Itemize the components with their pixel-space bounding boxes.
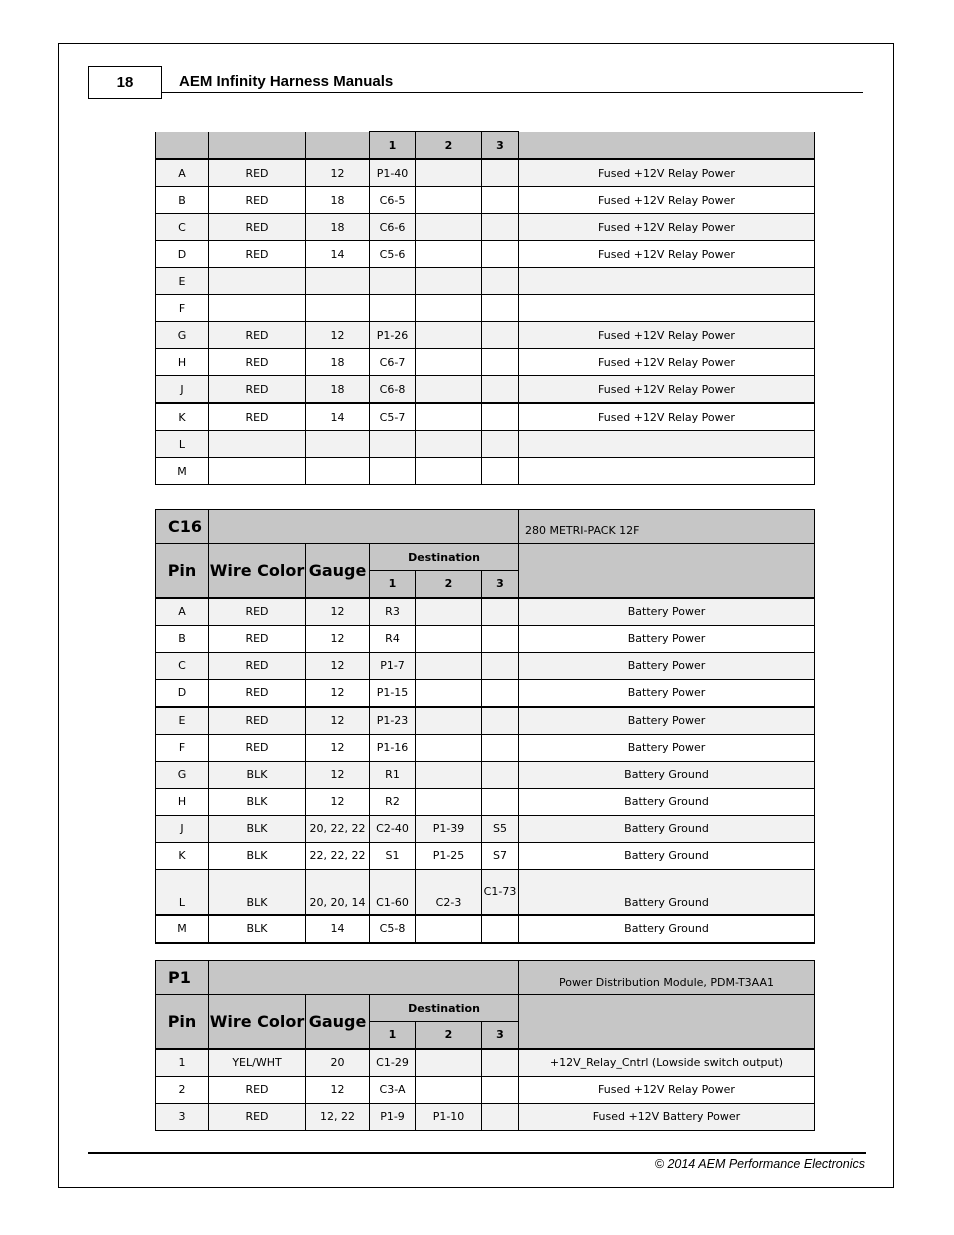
pin-cell: L [156, 431, 209, 458]
gauge-cell: 20, 22, 22 [306, 815, 370, 842]
wire-color-header: Wire Color [209, 995, 306, 1049]
description-cell: Battery Ground [519, 869, 815, 915]
table-row [156, 734, 815, 761]
gauge-header: Gauge [306, 995, 370, 1049]
destination-3-cell [482, 403, 519, 431]
gauge-cell: 18 [306, 376, 370, 404]
destination-3-cell [482, 322, 519, 349]
destination-1-cell: C5-6 [370, 241, 416, 268]
table-row [156, 915, 815, 943]
destination-1-cell: C1-29 [370, 1049, 416, 1077]
destination-2-header: 2 [416, 1022, 482, 1049]
wire-color-cell: RED [209, 1076, 306, 1103]
destination-3-cell [482, 214, 519, 241]
header-cell [306, 132, 370, 160]
connector-table-p1 [155, 960, 815, 1131]
description-cell: +12V_Relay_Cntrl (Lowside switch output) [519, 1049, 815, 1077]
wire-color-cell: RED [209, 187, 306, 214]
description-cell [519, 268, 815, 295]
pin-cell: M [156, 915, 209, 943]
description-cell: Fused +12V Battery Power [519, 1103, 815, 1130]
table-row [156, 1049, 815, 1077]
gauge-cell: 18 [306, 214, 370, 241]
copyright: © 2014 AEM Performance Electronics [654, 1157, 865, 1171]
description-cell: Fused +12V Relay Power [519, 159, 815, 187]
description-cell: Battery Ground [519, 815, 815, 842]
header-cell [156, 132, 209, 160]
table-row [156, 869, 815, 915]
table-row [156, 376, 815, 404]
destination-3-cell [482, 295, 519, 322]
destination-2-cell [416, 295, 482, 322]
destination-1-cell: C6-8 [370, 376, 416, 404]
table-row [156, 431, 815, 458]
destination-2-cell [416, 322, 482, 349]
destination-1-cell: C3-A [370, 1076, 416, 1103]
connector-description: 280 METRI-PACK 12F [519, 510, 815, 544]
table-row [156, 652, 815, 679]
gauge-cell: 18 [306, 349, 370, 376]
destination-1-cell [370, 295, 416, 322]
wire-color-header: Wire Color [209, 544, 306, 598]
wire-color-cell: RED [209, 1103, 306, 1130]
gauge-cell: 22, 22, 22 [306, 842, 370, 869]
table-row [156, 268, 815, 295]
destination-3-header: 3 [482, 571, 519, 598]
description-cell: Battery Ground [519, 842, 815, 869]
gauge-cell [306, 268, 370, 295]
connector-table-continued [155, 131, 815, 485]
pin-cell: K [156, 842, 209, 869]
destination-2-cell [416, 159, 482, 187]
description-cell: Fused +12V Relay Power [519, 322, 815, 349]
description-cell [519, 295, 815, 322]
destination-1-cell: P1-40 [370, 159, 416, 187]
gauge-cell: 12 [306, 1076, 370, 1103]
description-cell: Fused +12V Relay Power [519, 241, 815, 268]
table-row [156, 761, 815, 788]
pin-cell: L [156, 869, 209, 915]
pin-cell: F [156, 295, 209, 322]
destination-2-cell [416, 1049, 482, 1077]
destination-1-cell: C5-8 [370, 915, 416, 943]
description-cell: Fused +12V Relay Power [519, 1076, 815, 1103]
destination-1-cell: C6-5 [370, 187, 416, 214]
destination-3-cell [482, 241, 519, 268]
wire-color-cell: RED [209, 707, 306, 735]
destination-1-cell: C6-6 [370, 214, 416, 241]
wire-color-cell: BLK [209, 842, 306, 869]
destination-3-cell [482, 376, 519, 404]
destination-3-cell [482, 915, 519, 943]
description-cell: Fused +12V Relay Power [519, 214, 815, 241]
table-row [156, 349, 815, 376]
destination-2-header: 2 [416, 571, 482, 598]
wire-color-cell: RED [209, 734, 306, 761]
table-row [156, 788, 815, 815]
wire-color-cell [209, 268, 306, 295]
gauge-cell: 12 [306, 159, 370, 187]
wire-color-cell: BLK [209, 915, 306, 943]
destination-1-cell: R4 [370, 625, 416, 652]
destination-3-cell [482, 707, 519, 735]
destination-2-cell [416, 761, 482, 788]
gauge-cell [306, 431, 370, 458]
destination-2-cell: P1-39 [416, 815, 482, 842]
pin-cell: B [156, 625, 209, 652]
pin-cell: A [156, 598, 209, 626]
connector-id: P1 [156, 961, 209, 995]
destination-3-cell [482, 458, 519, 485]
gauge-cell: 12 [306, 652, 370, 679]
destination-2-cell: P1-25 [416, 842, 482, 869]
wire-color-cell: BLK [209, 869, 306, 915]
gauge-cell: 12 [306, 322, 370, 349]
connector-id: C16 [156, 510, 209, 544]
pin-cell: E [156, 707, 209, 735]
destination-1-cell [370, 431, 416, 458]
description-cell: Battery Power [519, 625, 815, 652]
gauge-cell: 18 [306, 187, 370, 214]
pin-cell: C [156, 214, 209, 241]
table-row [156, 295, 815, 322]
wire-color-cell: RED [209, 376, 306, 404]
description-cell: Battery Power [519, 652, 815, 679]
page-number: 18 [88, 66, 162, 99]
pin-cell: F [156, 734, 209, 761]
destination-2-cell [416, 214, 482, 241]
wire-color-cell: BLK [209, 815, 306, 842]
destination-3-header: 3 [482, 1022, 519, 1049]
header-cell [209, 510, 519, 544]
destination-1-cell: P1-26 [370, 322, 416, 349]
destination-1-header: 1 [370, 571, 416, 598]
table-row [156, 1103, 815, 1130]
destination-2-cell [416, 349, 482, 376]
table-row [156, 842, 815, 869]
gauge-cell [306, 458, 370, 485]
gauge-cell: 12, 22 [306, 1103, 370, 1130]
destination-3-cell [482, 1103, 519, 1130]
table-row [156, 707, 815, 735]
table-row [156, 458, 815, 485]
wire-color-cell: RED [209, 214, 306, 241]
wire-color-cell: BLK [209, 761, 306, 788]
pin-cell: 2 [156, 1076, 209, 1103]
destination-2-cell [416, 652, 482, 679]
destination-3-cell [482, 625, 519, 652]
pin-cell: G [156, 761, 209, 788]
destination-3-cell [482, 159, 519, 187]
pin-cell: G [156, 322, 209, 349]
wire-color-cell: RED [209, 349, 306, 376]
destination-1-cell: P1-9 [370, 1103, 416, 1130]
gauge-cell: 12 [306, 734, 370, 761]
destination-2-cell [416, 268, 482, 295]
pin-cell: D [156, 241, 209, 268]
destination-2-cell: P1-10 [416, 1103, 482, 1130]
wire-color-cell: RED [209, 241, 306, 268]
table-row [156, 159, 815, 187]
header-cell [209, 961, 519, 995]
gauge-cell: 12 [306, 679, 370, 707]
destination-1-cell: R2 [370, 788, 416, 815]
wire-color-cell: RED [209, 652, 306, 679]
wire-color-cell: RED [209, 403, 306, 431]
destination-2-cell [416, 187, 482, 214]
description-cell: Fused +12V Relay Power [519, 376, 815, 404]
destination-1-cell: S1 [370, 842, 416, 869]
page-title: AEM Infinity Harness Manuals [179, 73, 394, 90]
destination-2-cell [416, 241, 482, 268]
destination-3-cell: S5 [482, 815, 519, 842]
destination-2-cell [416, 679, 482, 707]
table-row [156, 322, 815, 349]
destination-2-cell [416, 376, 482, 404]
destination-2-cell [416, 1076, 482, 1103]
wire-color-cell: RED [209, 679, 306, 707]
description-cell: Fused +12V Relay Power [519, 403, 815, 431]
destination-header: Destination [370, 544, 519, 571]
gauge-cell: 12 [306, 707, 370, 735]
gauge-cell: 12 [306, 625, 370, 652]
destination-2-cell [416, 458, 482, 485]
destination-3-cell [482, 268, 519, 295]
gauge-cell: 12 [306, 598, 370, 626]
destination-1-cell: P1-16 [370, 734, 416, 761]
table-row [156, 403, 815, 431]
pin-cell: B [156, 187, 209, 214]
pin-header: Pin [156, 544, 209, 598]
header-cell [519, 995, 815, 1049]
wire-color-cell: RED [209, 625, 306, 652]
wire-color-cell [209, 458, 306, 485]
table-row [156, 214, 815, 241]
pin-cell: M [156, 458, 209, 485]
wire-color-cell: RED [209, 598, 306, 626]
table-row [156, 679, 815, 707]
pin-cell: A [156, 159, 209, 187]
table-row [156, 1076, 815, 1103]
destination-3-cell [482, 788, 519, 815]
pin-cell: H [156, 349, 209, 376]
header-rule [162, 92, 863, 93]
destination-2-cell [416, 431, 482, 458]
destination-2-cell [416, 734, 482, 761]
header-cell [209, 132, 306, 160]
destination-3-cell [482, 349, 519, 376]
destination-3-cell: S7 [482, 842, 519, 869]
table-row [156, 625, 815, 652]
description-cell: Battery Power [519, 707, 815, 735]
connector-table-c16 [155, 509, 815, 944]
description-cell: Fused +12V Relay Power [519, 187, 815, 214]
destination-1-cell: C6-7 [370, 349, 416, 376]
destination-1-cell [370, 268, 416, 295]
destination-2-cell [416, 788, 482, 815]
description-cell: Fused +12V Relay Power [519, 349, 815, 376]
pin-cell: D [156, 679, 209, 707]
gauge-cell: 14 [306, 403, 370, 431]
destination-2-cell [416, 707, 482, 735]
wire-color-cell [209, 431, 306, 458]
destination-1-cell: R1 [370, 761, 416, 788]
description-cell: Battery Ground [519, 761, 815, 788]
destination-3-cell [482, 734, 519, 761]
description-cell [519, 431, 815, 458]
pin-cell: K [156, 403, 209, 431]
destination-1-cell: P1-15 [370, 679, 416, 707]
wire-color-cell: RED [209, 159, 306, 187]
destination-3-cell [482, 1076, 519, 1103]
description-cell: Battery Power [519, 679, 815, 707]
destination-3-cell [482, 431, 519, 458]
destination-header: Destination [370, 995, 519, 1022]
pin-cell: J [156, 815, 209, 842]
gauge-cell: 14 [306, 241, 370, 268]
gauge-cell: 12 [306, 788, 370, 815]
destination-3-cell [482, 187, 519, 214]
destination-2-header: 2 [416, 132, 482, 160]
destination-1-cell: C2-40 [370, 815, 416, 842]
gauge-cell: 20 [306, 1049, 370, 1077]
connector-description: Power Distribution Module, PDM-T3AA1 [519, 961, 815, 995]
pin-cell: H [156, 788, 209, 815]
destination-1-cell: P1-23 [370, 707, 416, 735]
gauge-cell: 12 [306, 761, 370, 788]
destination-2-cell [416, 915, 482, 943]
table-row [156, 187, 815, 214]
pin-cell: J [156, 376, 209, 404]
pin-cell: 1 [156, 1049, 209, 1077]
wire-color-cell [209, 295, 306, 322]
pin-cell: E [156, 268, 209, 295]
destination-3-cell [482, 761, 519, 788]
pin-cell: 3 [156, 1103, 209, 1130]
destination-1-header: 1 [370, 1022, 416, 1049]
destination-2-cell [416, 403, 482, 431]
wire-color-cell: YEL/WHT [209, 1049, 306, 1077]
gauge-cell: 20, 20, 14 [306, 869, 370, 915]
destination-1-cell: P1-7 [370, 652, 416, 679]
header-cell [519, 132, 815, 160]
pin-cell: C [156, 652, 209, 679]
footer-rule [88, 1152, 866, 1154]
destination-1-header: 1 [370, 132, 416, 160]
destination-3-cell [482, 652, 519, 679]
destination-1-cell [370, 458, 416, 485]
destination-3-header: 3 [482, 132, 519, 160]
description-cell: Battery Ground [519, 915, 815, 943]
gauge-cell: 14 [306, 915, 370, 943]
description-cell: Battery Power [519, 598, 815, 626]
destination-3-cell [482, 1049, 519, 1077]
description-cell [519, 458, 815, 485]
destination-3-cell [482, 679, 519, 707]
description-cell: Battery Power [519, 734, 815, 761]
header-cell [519, 544, 815, 598]
table-row [156, 598, 815, 626]
table-row [156, 241, 815, 268]
wire-color-cell: RED [209, 322, 306, 349]
destination-2-cell: C2-3 [416, 869, 482, 915]
table-row [156, 815, 815, 842]
destination-3-cell [482, 598, 519, 626]
description-cell: Battery Ground [519, 788, 815, 815]
destination-3-cell: C1-73 [482, 869, 519, 915]
destination-2-cell [416, 598, 482, 626]
gauge-cell [306, 295, 370, 322]
destination-2-cell [416, 625, 482, 652]
gauge-header: Gauge [306, 544, 370, 598]
destination-1-cell: C1-60 [370, 869, 416, 915]
pin-header: Pin [156, 995, 209, 1049]
destination-1-cell: R3 [370, 598, 416, 626]
destination-1-cell: C5-7 [370, 403, 416, 431]
wire-color-cell: BLK [209, 788, 306, 815]
